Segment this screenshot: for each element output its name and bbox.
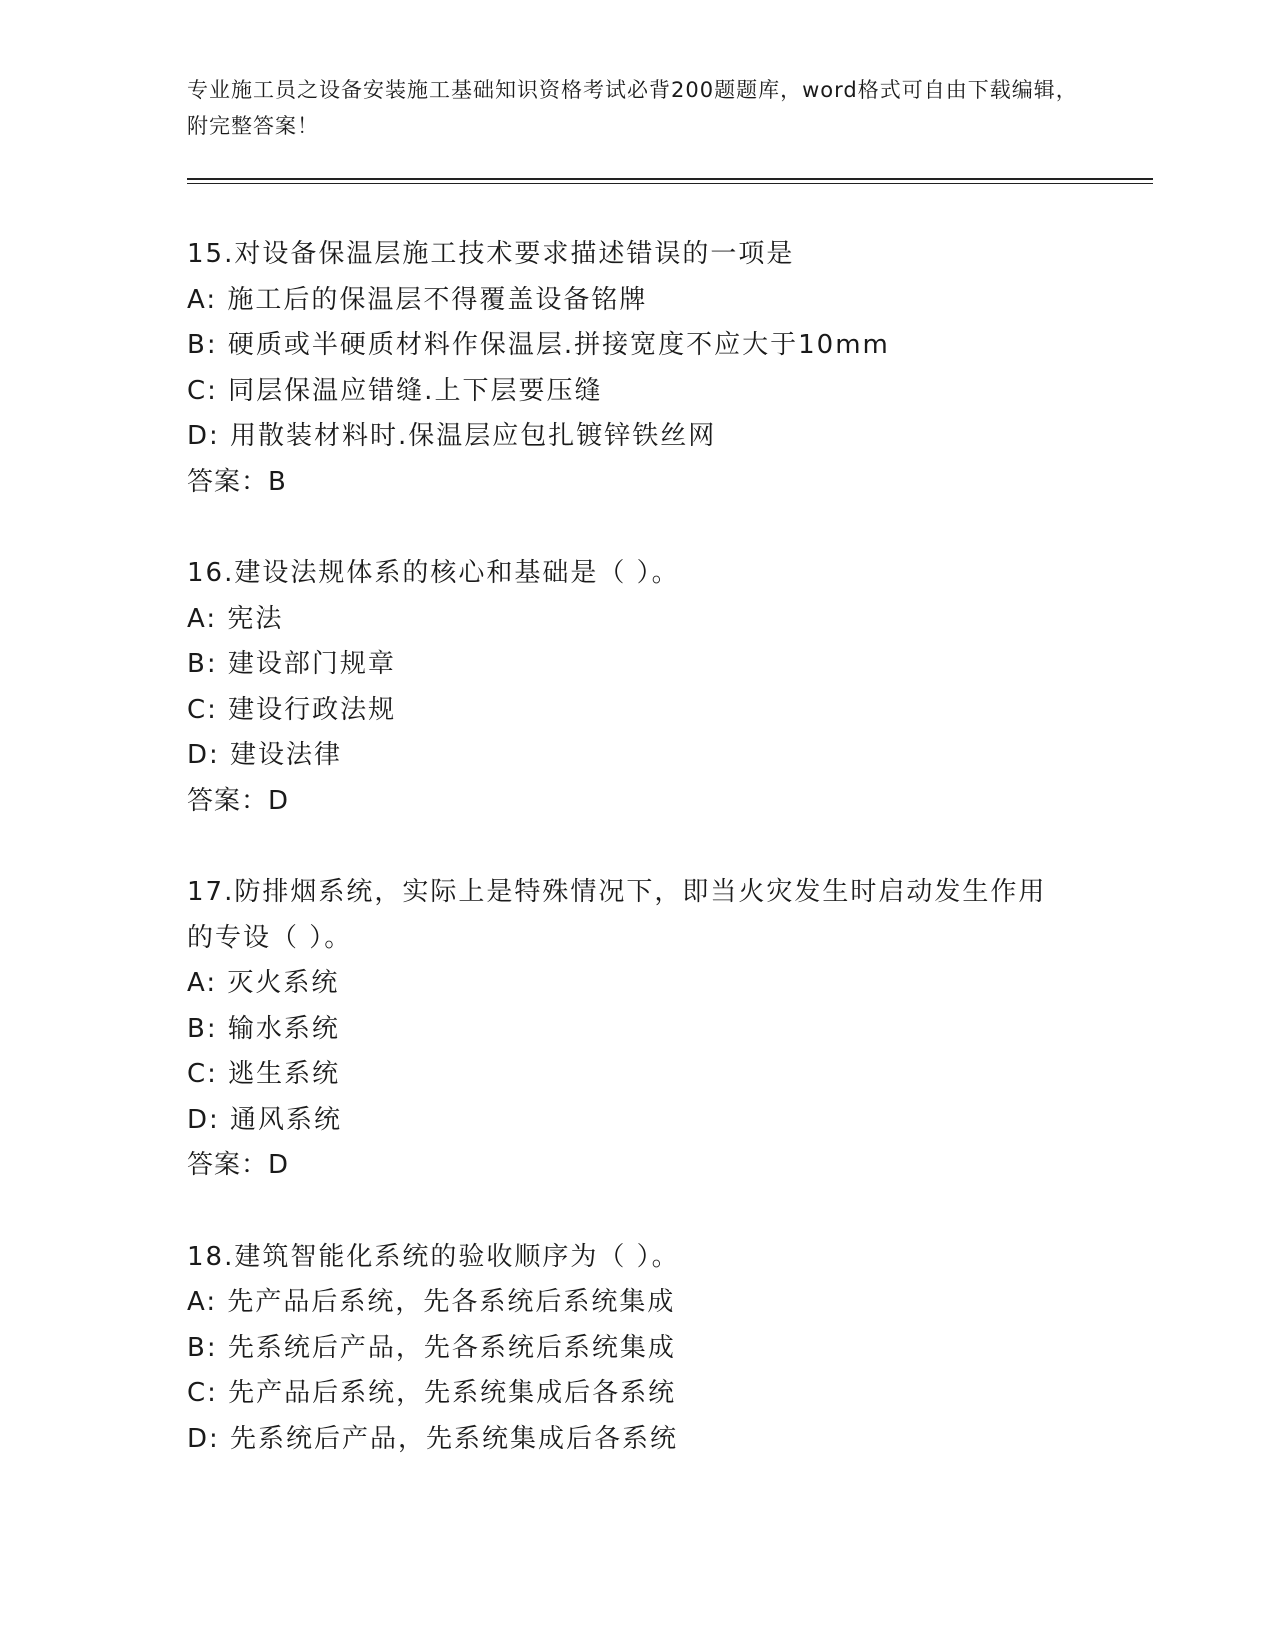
option-c: C: 同层保温应错缝.上下层要压缝 xyxy=(187,375,603,406)
question-stem: 15.对设备保温层施工技术要求描述错误的一项是 xyxy=(187,239,795,269)
header-divider-thin xyxy=(187,183,1153,184)
header-divider-thick xyxy=(187,178,1153,180)
option-c: C: 先产品后系统，先系统集成后各系统 xyxy=(187,1378,677,1408)
question-stem: 18.建筑智能化系统的验收顺序为（ ）。 xyxy=(187,1241,680,1272)
option-a: A: 灭火系统 xyxy=(187,968,340,998)
option-b: B: 硬质或半硬质材料作保温层.拼接宽度不应大于10mm xyxy=(187,330,890,360)
option-d: D: 先系统后产品，先系统集成后各系统 xyxy=(187,1423,679,1454)
option-d: D: 用散装材料时.保温层应包扎镀锌铁丝网 xyxy=(187,421,717,451)
option-d: D: 通风系统 xyxy=(187,1104,343,1135)
option-a: A: 宪法 xyxy=(187,603,284,634)
option-a: A: 先产品后系统，先各系统后系统集成 xyxy=(187,1287,676,1317)
option-b: B: 输水系统 xyxy=(187,1013,340,1044)
option-d: D: 建设法律 xyxy=(187,740,343,770)
option-c: C: 逃生系统 xyxy=(187,1059,341,1089)
question-list xyxy=(187,232,1087,1508)
question-17 xyxy=(187,870,1087,1189)
answer-text: 答案：D xyxy=(187,785,290,816)
question-stem: 17.防排烟系统，实际上是特殊情况下，即当火灾发生时启动发生作用的专设（ ）。 xyxy=(187,877,1047,953)
answer-text: 答案：D xyxy=(187,1150,290,1180)
question-stem: 16.建设法规体系的核心和基础是（ ）。 xyxy=(187,558,680,588)
document-header: 专业施工员之设备安装施工基础知识资格考试必背200题题库，word格式可自由下载编辑，附完整答案！ xyxy=(187,78,1078,138)
option-b: B: 建设部门规章 xyxy=(187,649,396,679)
option-a: A: 施工后的保温层不得覆盖设备铭牌 xyxy=(187,284,648,315)
question-16 xyxy=(187,551,1087,824)
question-18 xyxy=(187,1235,1087,1463)
question-15 xyxy=(187,232,1087,505)
option-c: C: 建设行政法规 xyxy=(187,694,397,725)
option-b: B: 先系统后产品，先各系统后系统集成 xyxy=(187,1332,676,1363)
answer-text: 答案：B xyxy=(187,466,287,497)
